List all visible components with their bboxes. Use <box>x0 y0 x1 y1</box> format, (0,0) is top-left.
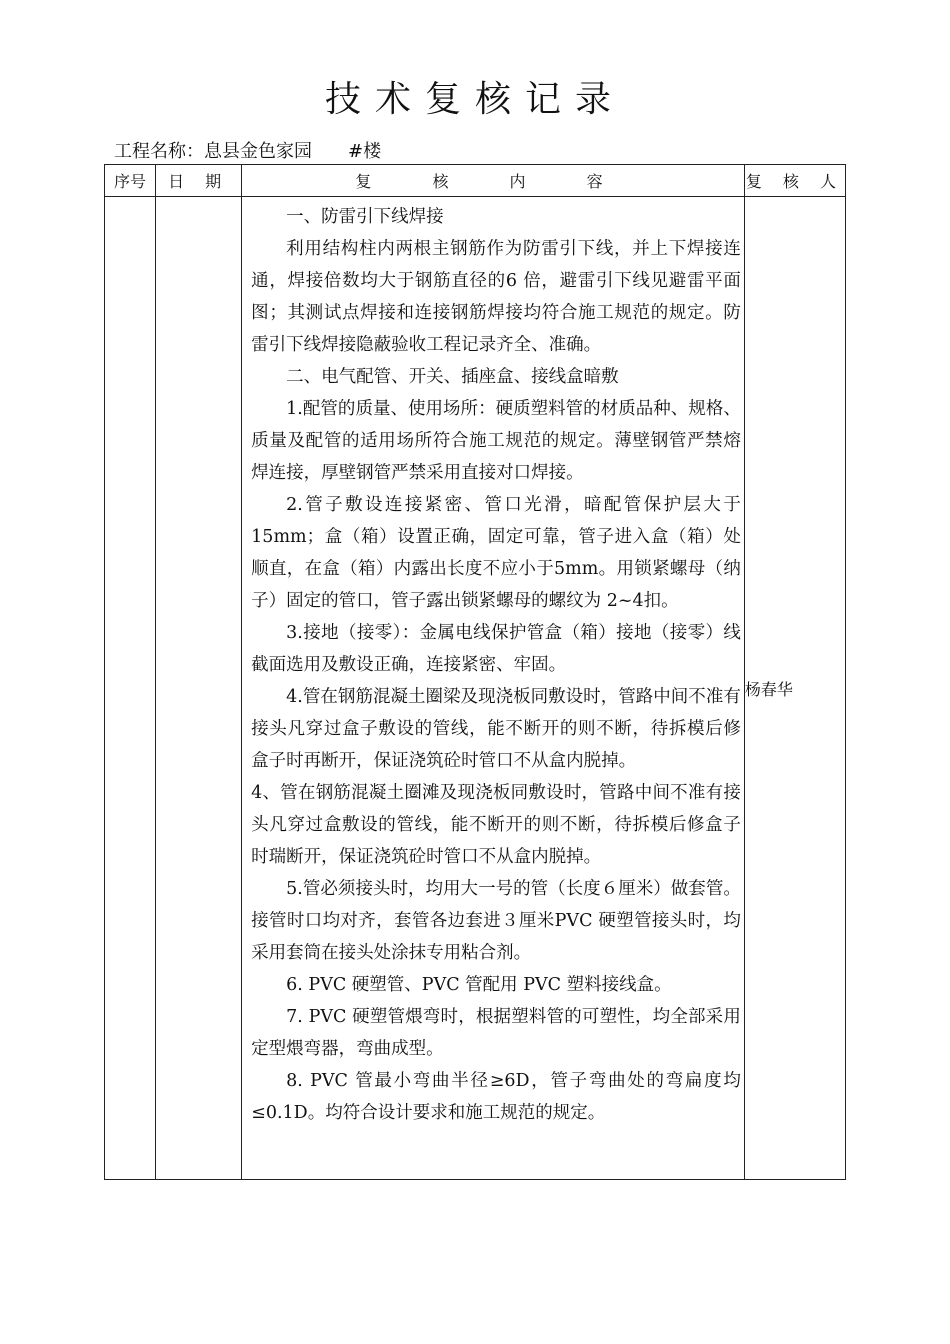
paragraph: 8. PVC 管最小弯曲半径≥6D，管子弯曲处的弯扁度均≤0.1D。均符合设计要求和施工规范的规定。 <box>251 1071 741 1123</box>
seq-cell <box>105 197 156 1180</box>
paragraph: 3.接地（接零）：金属电线保护管盒（箱）接地（接零）线截面选用及敷设正确，连接紧密、牢固。 <box>251 623 741 675</box>
paragraph: 7. PVC 硬塑管煨弯时，根据塑料管的可塑性，均全部采用定型煨弯器，弯曲成型。 <box>251 1007 741 1059</box>
project-name: 工程名称：息县金色家园 <box>114 141 312 162</box>
header-seq: 序号 <box>105 165 156 197</box>
content-text <box>242 197 744 1129</box>
paragraph: 1.配管的质量、使用场所：硬质塑料管的材质品种、规格、质量及配管的适用场所符合施工规范的规定。薄壁钢管严禁熔焊连接，厚壁钢管严禁采用直接对口焊接。 <box>251 399 741 483</box>
reviewer-name: 杨春华 <box>744 679 793 699</box>
project-line <box>114 139 381 165</box>
paragraph: 6. PVC 硬塑管、PVC 管配用 PVC 塑料接线盒。 <box>286 975 672 995</box>
paragraph: 2.管子敷设连接紧密、管口光滑，暗配管保护层大于15mm；盒（箱）设置正确，固定可靠，管子进入盒（箱）处顺直，在盒（箱）内露出长度不应小于5mm。用锁紧螺母（纳子）固定的管口，管子露出锁紧螺母的螺纹为 2~4扣。 <box>251 495 741 611</box>
paragraph-heading-2: 二、电气配管、开关、插座盒、接线盒暗敷 <box>286 367 619 387</box>
paragraph: 4.管在钢筋混凝土圈梁及现浇板同敷设时，管路中间不准有接头凡穿过盒子敷设的管线，能不断开的则不断，待拆模后修盒子时再断开，保证浇筑砼时管口不从盒内脱掉。 <box>251 687 741 771</box>
document-title: 技术复核记录 <box>324 79 625 120</box>
record-row <box>105 197 846 1180</box>
content-cell <box>242 197 745 1180</box>
header-date: 日 期 <box>156 165 242 197</box>
date-cell <box>156 197 242 1180</box>
paragraph: 利用结构柱内两根主钢筋作为防雷引下线，并上下焊接连通，焊接倍数均大于钢筋直径的6 倍，避雷引下线见避雷平面图；其测试点焊接和连接钢筋焊接均符合施工规范的规定。防雷引下线焊接隐蔽验收工程记录齐全、准确。 <box>251 239 741 355</box>
paragraph-heading-1: 一、防雷引下线焊接 <box>286 207 444 227</box>
header-content: 复 核 内 容 <box>242 165 745 197</box>
header-reviewer: 复 核 人 <box>744 165 845 197</box>
header-row <box>105 165 846 197</box>
building-label: #楼 <box>348 141 382 162</box>
paragraph: 5.管必须接头时，均用大一号的管（长度６厘米）做套管。接管时口均对齐，套管各边套进３厘米PVC 硬塑管接头时，均采用套筒在接头处涂抹专用粘合剂。 <box>251 879 741 963</box>
review-table <box>104 164 846 1180</box>
paragraph: 4、管在钢筋混凝土圈滩及现浇板同敷设时，管路中间不准有接头凡穿过盒敷设的管线，能不断开的则不断，待拆模后修盒子时瑞断开，保证浇筑砼时管口不从盒内脱掉。 <box>251 783 741 867</box>
reviewer-cell <box>744 197 845 1180</box>
